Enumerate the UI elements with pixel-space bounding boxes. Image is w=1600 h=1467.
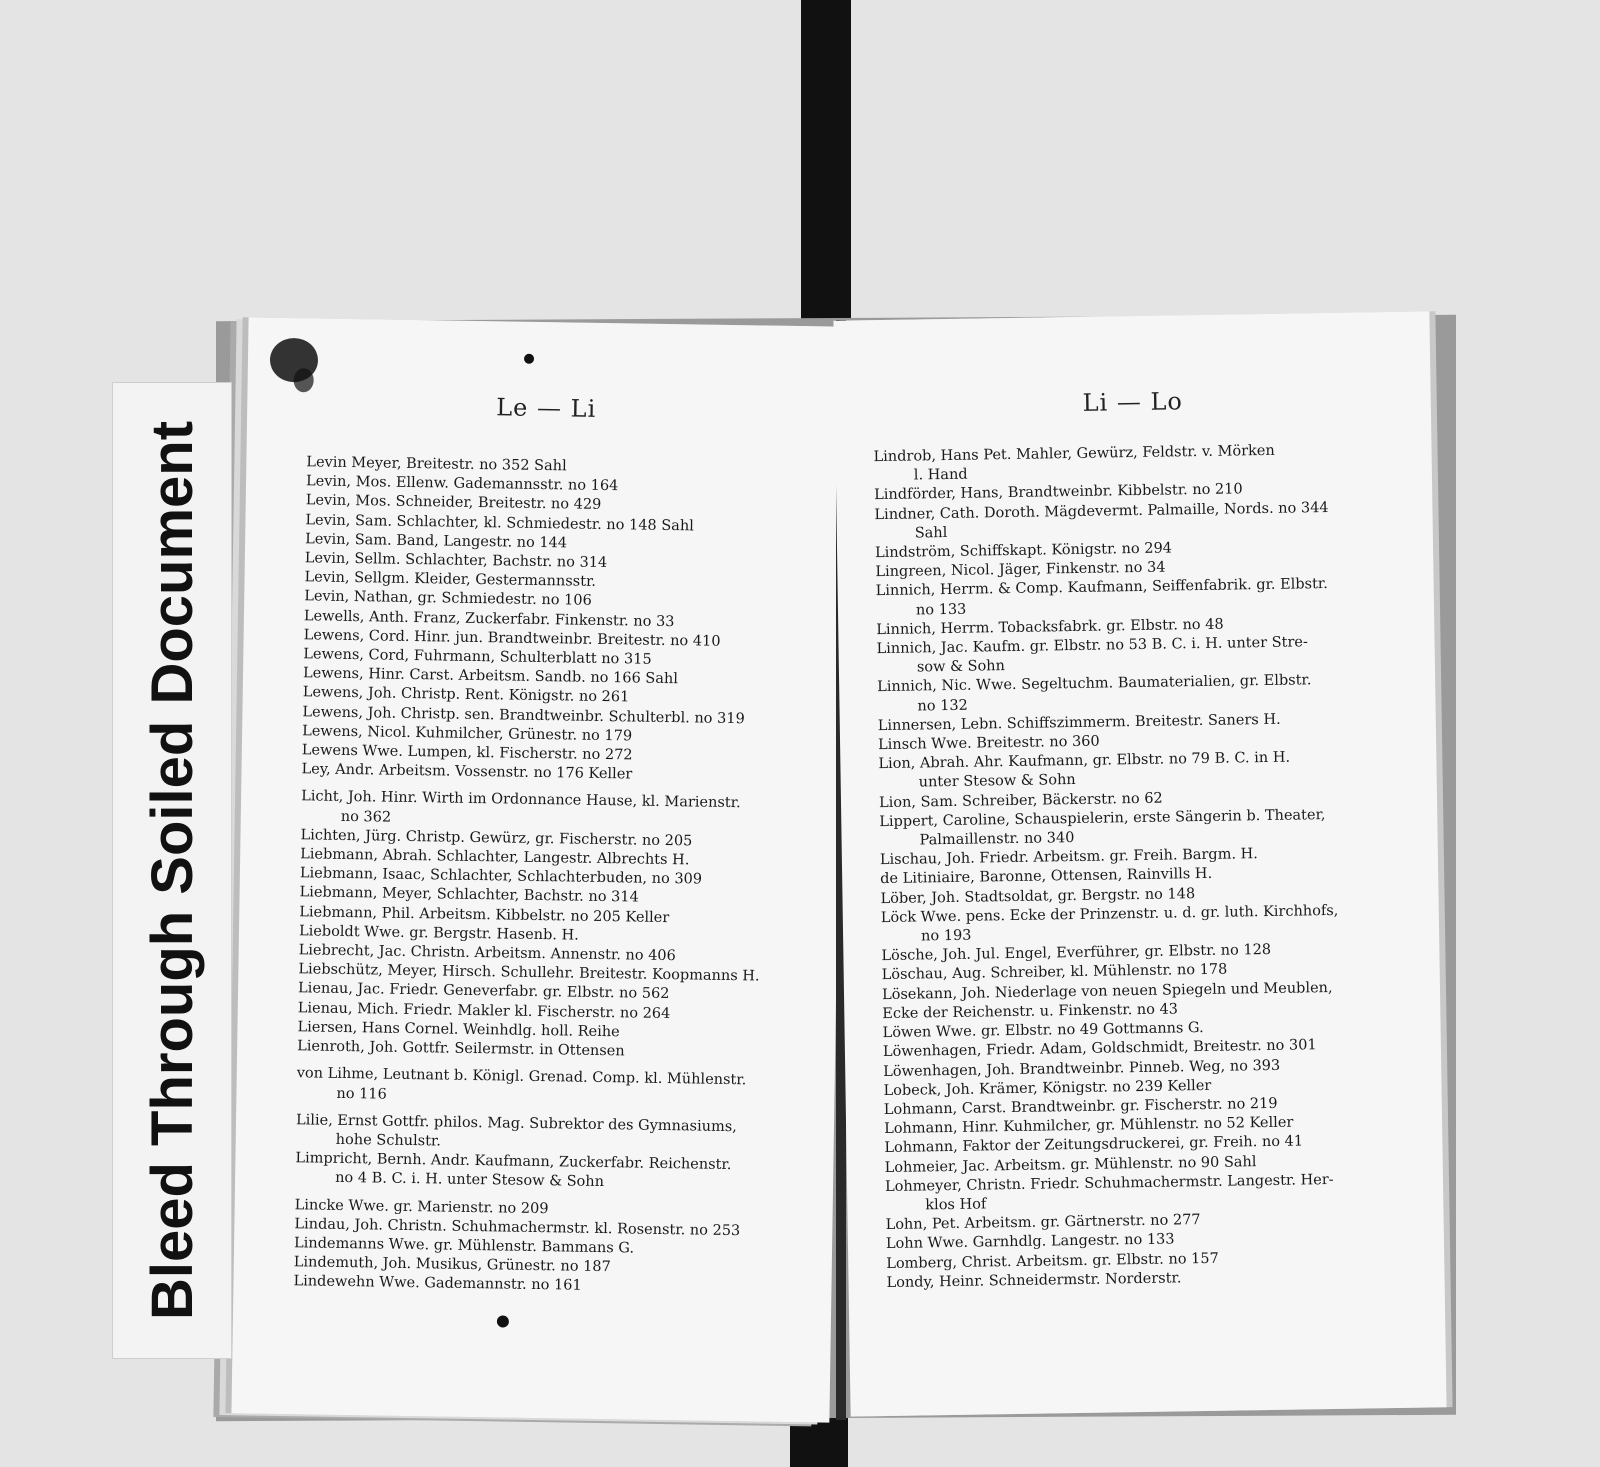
directory-entry: Lienroth, Joh. Gottfr. Seilermstr. in Ottensen xyxy=(297,1038,625,1060)
directory-entry: Linsch Wwe. Breitestr. no 360 xyxy=(877,733,1100,754)
right-page xyxy=(833,311,1446,1416)
directory-entry: Liebrecht, Jac. Christn. Arbeitsm. Annenstr. no 406 xyxy=(298,942,676,965)
directory-entry: Lohmann, Hinr. Kuhmilcher, gr. Mühlenstr. no 52 Keller xyxy=(884,1114,1294,1138)
directory-entry: Lindewehn Wwe. Gademannstr. no 161 xyxy=(293,1273,582,1295)
page-header-left: Le — Li xyxy=(496,393,597,423)
directory-entry: Lindström, Schiffskapt. Königstr. no 294 xyxy=(874,540,1173,562)
directory-entry: unter Stesow & Sohn xyxy=(918,772,1076,791)
directory-entry: Lindrob, Hans Pet. Mahler, Gewürz, Feldstr. v. Mörken xyxy=(873,442,1275,466)
directory-entry: Levin, Sellgm. Kleider, Gestermannsstr. xyxy=(304,569,597,591)
right-entry-list xyxy=(873,440,1404,1293)
directory-entry: Lewens, Hinr. Carst. Arbeitsm. Sandb. no 166 Sahl xyxy=(302,665,679,688)
binding-strap-top xyxy=(801,0,851,330)
directory-entry: Lischau, Joh. Friedr. Arbeitsm. gr. Freih. Bargm. H. xyxy=(879,846,1258,869)
directory-entry: Levin, Sellm. Schlachter, Bachstr. no 314 xyxy=(304,550,608,572)
directory-entry: Levin, Sam. Schlachter, kl. Schmiedestr. no 148 Sahl xyxy=(305,511,695,534)
directory-entry: Liebmann, Isaac, Schlachter, Schlachterbuden, no 309 xyxy=(299,865,703,888)
directory-entry: Lohmann, Carst. Brandtweinbr. gr. Fischerstr. no 219 xyxy=(883,1095,1278,1118)
directory-entry: Linnich, Herrm. Tobacksfabrk. gr. Elbstr. no 48 xyxy=(876,616,1224,638)
directory-entry: Lewens, Cord, Fuhrmann, Schulterblatt no 315 xyxy=(303,646,652,668)
directory-entry: Löwenhagen, Joh. Brandtweinbr. Pinneb. Weg, no 393 xyxy=(883,1057,1281,1080)
directory-entry: Londy, Heinr. Schneidermstr. Norderstr. xyxy=(886,1270,1182,1291)
directory-entry: Levin, Nathan, gr. Schmiedestr. no 106 xyxy=(304,588,592,610)
directory-entry: no 116 xyxy=(336,1085,387,1103)
directory-entry: Liebmann, Abrah. Schlachter, Langestr. Albrechts H. xyxy=(300,846,690,869)
directory-entry: Lion, Sam. Schreiber, Bäckerstr. no 62 xyxy=(878,790,1163,811)
directory-entry: Lincke Wwe. gr. Marienstr. no 209 xyxy=(294,1196,549,1217)
directory-entry: von Lihme, Leutnant b. Königl. Grenad. Comp. kl. Mühlenstr. xyxy=(296,1065,747,1089)
directory-entry: Lewens Wwe. Lumpen, kl. Fischerstr. no 272 xyxy=(301,742,633,764)
directory-entry: Lippert, Caroline, Schauspielerin, erste Sängerin b. Theater, xyxy=(879,806,1326,830)
directory-entry: Linnich, Nic. Wwe. Segeltuchm. Baumaterialien, gr. Elbstr. xyxy=(877,672,1312,696)
directory-entry: Linnich, Herrm. & Comp. Kaufmann, Seiffenfabrik. gr. Elbstr. xyxy=(875,576,1328,600)
directory-entry: Lilie, Ernst Gottfr. philos. Mag. Subrektor des Gymnasiums, xyxy=(295,1111,737,1135)
directory-entry: Lösche, Joh. Jul. Engel, Everführer, gr. Elbstr. no 128 xyxy=(881,942,1272,965)
directory-entry: Liebmann, Phil. Arbeitsm. Kibbelstr. no 205 Keller xyxy=(299,903,670,926)
directory-entry: Levin, Sam. Band, Langestr. no 144 xyxy=(305,531,568,552)
directory-entry: Levin, Mos. Ellenw. Gademannsstr. no 164 xyxy=(305,473,619,495)
directory-entry: Lienau, Mich. Friedr. Makler kl. Fischerstr. no 264 xyxy=(297,999,671,1022)
directory-entry: Ley, Andr. Arbeitsm. Vossenstr. no 176 Keller xyxy=(301,761,633,783)
directory-entry: Lienau, Jac. Friedr. Geneverfabr. gr. Elbstr. no 562 xyxy=(297,980,670,1003)
directory-entry: Lohmann, Faktor der Zeitungsdruckerei, gr. Freih. no 41 xyxy=(884,1133,1304,1157)
document-label: Bleed Through Soiled Document xyxy=(139,420,205,1321)
directory-entry: no 132 xyxy=(917,697,968,715)
directory-entry: Linnersen, Lebn. Schiffszimmerm. Breitestr. Saners H. xyxy=(877,711,1281,734)
left-page xyxy=(231,317,846,1422)
directory-entry: Lindner, Cath. Doroth. Mägdevermt. Palmaille, Nords. no 344 xyxy=(874,499,1329,523)
directory-entry: Linnich, Jac. Kaufm. gr. Elbstr. no 53 B. C. i. H. unter Stre- xyxy=(876,634,1308,658)
directory-entry: Sahl xyxy=(914,524,948,542)
directory-entry: Ecke der Reichenstr. u. Finkenstr. no 43 xyxy=(882,1001,1179,1022)
directory-entry: Löber, Joh. Stadtsoldat, gr. Bergstr. no 148 xyxy=(880,885,1196,907)
directory-entry: Lösekann, Joh. Niederlage von neuen Spiegeln und Meublen, xyxy=(881,979,1333,1003)
document-label-card xyxy=(112,382,232,1359)
directory-entry: Lobeck, Joh. Krämer, Königstr. no 239 Keller xyxy=(883,1077,1212,1099)
directory-entry: Lichten, Jürg. Christp. Gewürz, gr. Fischerstr. no 205 xyxy=(300,827,693,850)
directory-entry: Lindförder, Hans, Brandtweinbr. Kibbelstr. no 210 xyxy=(874,481,1243,504)
directory-entry: Löschau, Aug. Schreiber, kl. Mühlenstr. no 178 xyxy=(881,962,1228,984)
directory-entry: Liersen, Hans Cornel. Weinhdlg. holl. Reihe xyxy=(297,1019,620,1041)
directory-entry: klos Hof xyxy=(925,1196,987,1214)
directory-entry: Lewens, Cord. Hinr. jun. Brandtweinbr. Breitestr. no 410 xyxy=(303,627,721,650)
directory-entry: Lohn, Pet. Arbeitsm. gr. Gärtnerstr. no 277 xyxy=(885,1212,1201,1234)
ink-blot xyxy=(497,1315,509,1327)
directory-entry: no 193 xyxy=(920,927,972,945)
directory-entry: Limpricht, Bernh. Andr. Kaufmann, Zuckerfabr. Reichenstr. xyxy=(295,1150,732,1174)
directory-entry: Palmaillenstr. no 340 xyxy=(919,830,1075,849)
directory-entry: Levin, Mos. Schneider, Breitestr. no 429 xyxy=(305,492,602,514)
directory-entry: Liebmann, Meyer, Schlachter, Bachstr. no 314 xyxy=(299,884,639,907)
directory-entry: Lohmeyer, Christn. Friedr. Schuhmachermstr. Langestr. Her- xyxy=(884,1171,1334,1195)
directory-entry: no 133 xyxy=(915,601,967,619)
directory-entry: Lindemuth, Joh. Musikus, Grünestr. no 187 xyxy=(293,1254,611,1276)
directory-entry: Löwenhagen, Friedr. Adam, Goldschmidt, Breitestr. no 301 xyxy=(882,1037,1317,1061)
directory-entry: Lindemanns Wwe. gr. Mühlenstr. Bammans G. xyxy=(293,1235,635,1257)
directory-entry: Lieboldt Wwe. gr. Bergstr. Hasenb. H. xyxy=(298,923,579,944)
ink-blot xyxy=(293,368,313,392)
directory-entry: Lohn Wwe. Garnhdlg. Langestr. no 133 xyxy=(885,1231,1175,1253)
directory-entry: hohe Schulstr. xyxy=(335,1131,442,1150)
left-entry-list xyxy=(293,453,818,1299)
page-header-right: Li — Lo xyxy=(1082,387,1184,417)
directory-entry: Lewells, Anth. Franz, Zuckerfabr. Finkenstr. no 33 xyxy=(303,607,675,630)
directory-entry: Lingreen, Nicol. Jäger, Finkenstr. no 34 xyxy=(875,559,1166,581)
directory-entry: l. Hand xyxy=(913,466,968,484)
directory-entry: Lewens, Nicol. Kuhmilcher, Grünestr. no 179 xyxy=(302,723,633,745)
directory-entry: Levin Meyer, Breitestr. no 352 Sahl xyxy=(306,454,567,475)
directory-entry: Lewens, Joh. Christp. sen. Brandtweinbr. Schulterbl. no 319 xyxy=(302,703,745,727)
directory-entry: de Litiniaire, Baronne, Ottensen, Rainvills H. xyxy=(880,866,1213,888)
directory-entry: Lindau, Joh. Christn. Schuhmachermstr. kl. Rosenstr. no 253 xyxy=(294,1215,741,1239)
directory-entry: Liebschütz, Meyer, Hirsch. Schullehr. Breitestr. Koopmanns H. xyxy=(298,961,760,985)
directory-entry: Licht, Joh. Hinr. Wirth im Ordonnance Hause, kl. Marienstr. xyxy=(300,788,741,812)
directory-entry: Lomberg, Christ. Arbeitsm. gr. Elbstr. no 157 xyxy=(886,1250,1219,1272)
directory-entry: no 4 B. C. i. H. unter Stesow & Sohn xyxy=(335,1170,605,1191)
directory-entry: sow & Sohn xyxy=(916,658,1006,676)
directory-entry: Löck Wwe. pens. Ecke der Prinzenstr. u. d. gr. luth. Kirchhofs, xyxy=(880,902,1339,926)
directory-entry: no 362 xyxy=(340,808,392,826)
directory-entry: Lion, Abrah. Ahr. Kaufmann, gr. Elbstr. no 79 B. C. in H. xyxy=(878,749,1291,773)
directory-entry: Lewens, Joh. Christp. Rent. Königstr. no 261 xyxy=(302,684,630,706)
directory-entry: Lohmeier, Jac. Arbeitsm. gr. Mühlenstr. no 90 Sahl xyxy=(884,1153,1257,1176)
ink-blot xyxy=(524,354,534,364)
directory-entry: Löwen Wwe. gr. Elbstr. no 49 Gottmanns G. xyxy=(882,1020,1204,1042)
